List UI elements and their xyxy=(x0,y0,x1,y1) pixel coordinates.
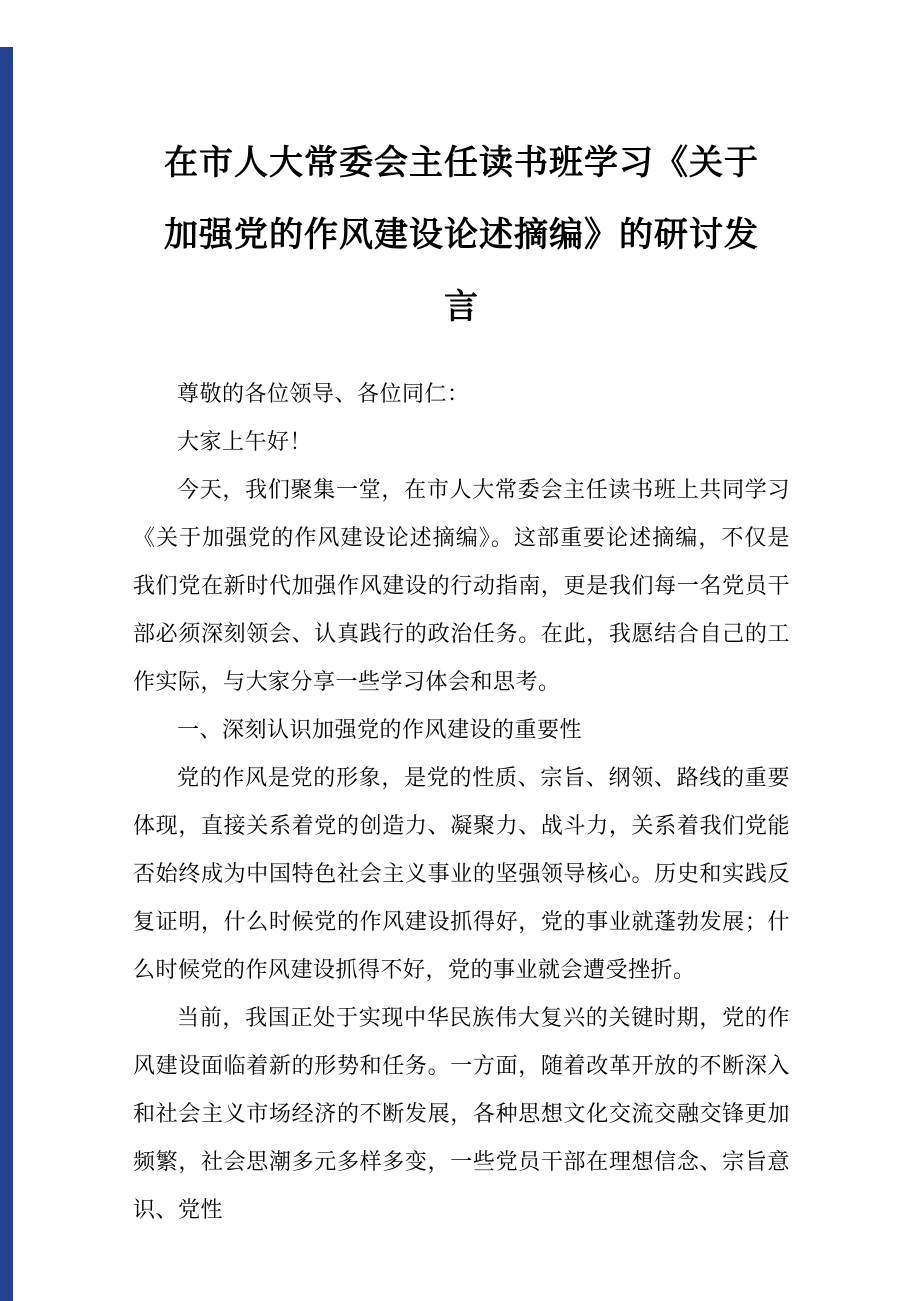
paragraph-intro: 今天，我们聚集一堂，在市人大常委会主任读书班上共同学习《关于加强党的作风建设论述摘编》。这部重要论述摘编，不仅是我们党在新时代加强作风建设的行动指南，更是我们每一名党员干部必须深刻领会、认真践行的政治任务。在此，我愿结合自己的工作实际，与大家分享一些学习体会和思考。 xyxy=(133,477,790,694)
left-accent-bar xyxy=(0,47,13,1301)
paragraph-section-body-2: 当前，我国正处于实现中华民族伟大复兴的关键时期，党的作风建设面临着新的形势和任务。一方面，随着改革开放的不断深入和社会主义市场经济的不断发展，各种思想文化交流交融交锋更加频繁，社会思潮多元多样多变，一些党员干部在理想信念、宗旨意识、党性 xyxy=(133,1005,790,1222)
paragraph-greeting: 大家上午好！ xyxy=(177,429,313,454)
document-title xyxy=(133,128,790,344)
paragraph-section-heading: 一、深刻认识加强党的作风建设的重要性 xyxy=(177,717,583,742)
document-content xyxy=(133,0,790,1234)
title-line-2: 加强党的作风建设论述摘编》的研讨发 xyxy=(164,217,759,254)
paragraph-section-body-1: 党的作风是党的形象，是党的性质、宗旨、纲领、路线的重要体现，直接关系着党的创造力、凝聚力、战斗力，关系着我们党能否始终成为中国特色社会主义事业的坚强领导核心。历史和实践反复证明，什么时候党的作风建设抓得好，党的事业就蓬勃发展；什么时候党的作风建设抓得不好，党的事业就会遭受挫折。 xyxy=(133,765,790,982)
title-line-1: 在市人大常委会主任读书班学习《关于 xyxy=(164,145,759,182)
paragraph-salutation: 尊敬的各位领导、各位同仁： xyxy=(177,381,470,406)
title-line-3: 言 xyxy=(444,289,479,326)
document-body xyxy=(133,370,790,1234)
